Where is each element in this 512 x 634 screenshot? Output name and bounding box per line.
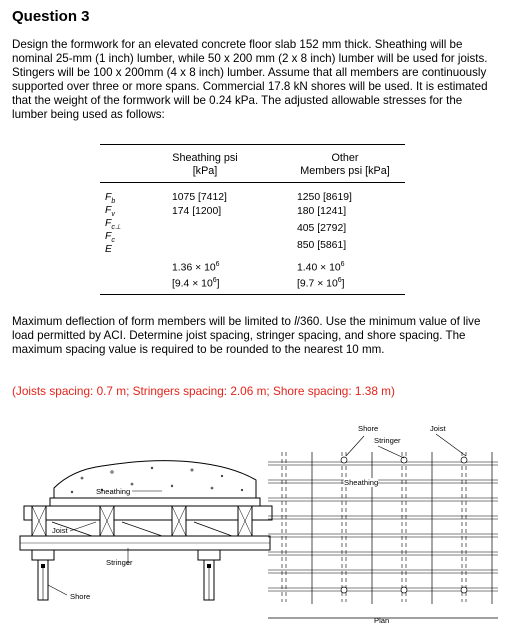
table-cell: 180 [1241] [297, 206, 347, 217]
label-stringer: Stringer [106, 558, 133, 567]
col-header-other-line1: Other [331, 152, 359, 164]
label-plan-sheathing: Sheathing [344, 478, 379, 487]
table-cell: 174 [1200] [172, 206, 222, 217]
question-title: Question 3 [12, 8, 90, 25]
table-row-symbol: $F_b$ [105, 192, 116, 206]
table-bottom-rule [100, 294, 405, 295]
col-header-sheathing [155, 152, 255, 178]
formwork-section-figure [12, 440, 274, 620]
table-cell: 1250 [8619] [297, 192, 352, 203]
table-row-symbol: $F_{c\perp}$ [105, 218, 121, 232]
answer-text: (Joists spacing: 0.7 m; Stringers spacing: 2.06 m; Shore spacing: 1.38 m) [12, 384, 395, 398]
table-cell: $[9.4 \times 10^6]$ [172, 277, 220, 290]
label-plan-shore: Shore [358, 424, 379, 433]
table-header-rule [100, 182, 405, 183]
table-top-rule [100, 144, 405, 145]
table-row-symbol: $F_v$ [105, 205, 115, 219]
label-plan-stringer: Stringer [374, 436, 401, 445]
label-plan-joist: Joist [430, 424, 446, 433]
table-row-symbol: $F_c$ [105, 231, 115, 245]
table-cell: $1.40 \times 10^6$ [297, 261, 345, 274]
table-cell: 850 [5861] [297, 240, 347, 251]
table-cell: $[9.7 \times 10^6]$ [297, 277, 345, 290]
label-plan: Plan [374, 616, 390, 625]
col-header-other-line2: Members psi [kPa] [300, 165, 390, 177]
table-cell: 405 [2792] [297, 223, 347, 234]
table-cell: 1075 [7412] [172, 192, 227, 203]
col-header-sheathing-line2: [kPa] [192, 165, 218, 177]
label-sheathing: Sheathing [96, 487, 131, 496]
label-shore: Shore [70, 592, 91, 601]
label-joist: Joist [52, 526, 68, 535]
problem-statement: Design the formwork for an elevated concrete floor slab 152 mm thick. Sheathing will be nominal 25-mm (1 inch) lumber, while 50 x 200 mm (2 x 8 inch) lumber will be used for joists. Stingers will be 100 x 200mm (4 x 8 inch) lumber. Assume that all members are continuously supported over three or more spans. Commercial 17.8 kN shores will be used. It is estimated that the weight of the formwork will be 0.24 kPa. The adjusted allowable stresses for the lumber being used as follows: [12, 38, 488, 122]
col-header-other [290, 152, 400, 178]
table-row-symbol: E [105, 244, 112, 255]
col-header-sheathing-line1: Sheathing psi [172, 152, 238, 164]
deflection-requirement: Maximum deflection of form members will be limited to l/360. Use the minimum value of live load permitted by ACI. Determine joist spacing, stringer spacing, and shore spacing. The maximum spacing value is required to be rounded to the nearest 10 mm. [12, 315, 481, 357]
table-cell: $1.36 \times 10^6$ [172, 261, 220, 274]
formwork-plan-figure [266, 422, 502, 630]
formwork-plan-drawing [266, 422, 502, 630]
